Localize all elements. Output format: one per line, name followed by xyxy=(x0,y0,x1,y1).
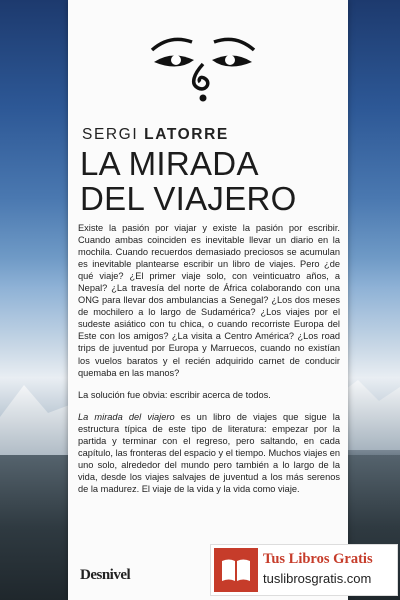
cover-panel xyxy=(68,0,348,600)
title-line-2: DEL VIAJERO xyxy=(80,180,297,217)
book-title xyxy=(80,146,297,216)
publisher-logo: Desnivel xyxy=(80,567,131,583)
title-line-1: LA MIRADA xyxy=(80,145,259,182)
synopsis-paragraph-1: Existe la pasión por viajar y existe la pasión por escribir. Cuando ambas coinciden es inevitable llevar un diario en la mochila. Cuando recuerdos demasiado preciosos se acumulan es inevitable plantearse escribir un libro de viajes. Pero ¿de qué viaje? ¿El primer viaje solo, con veinticuatro años, a Nepal? ¿La travesía del norte de África colaborando con una ONG para llevar dos ambulancias a Senegal? ¿Los dos meses de mochilero a lo largo de Sudamérica? ¿Los viajes por el sudeste asiático con tu chica, o cuando recorriste Europa del Este con los amigos? ¿La visita a Centro América? ¿Los road trips de juventud por Europa y Marruecos, cuando no existían los vuelos baratos y el recién adquirido carnet de conducir quemaba en las manos? xyxy=(78,223,340,378)
book-icon xyxy=(214,548,258,592)
synopsis-paragraph-3 xyxy=(78,411,340,495)
synopsis xyxy=(78,222,340,505)
synopsis-paragraph-3-text: es un libro de viajes que sigue la estructura típica de este tipo de literatura: empezar por la partida y terminar con el regreso, pero saltando, en cada capítulo, las fronteras del espacio y el tiempo. Muchos viajes en uno solo, alrededor del mundo pero también a lo largo de la vida, desde los viajes salvajes de juventud a los más serenos de la madurez. El viaje de la vida y la vida como viaje. xyxy=(78,411,341,494)
buddha-eyes-icon xyxy=(148,28,258,106)
synopsis-paragraph-2: La solución fue obvia: escribir acerca de todos. xyxy=(78,389,271,400)
author-first-name: SERGI xyxy=(82,126,145,143)
author-name xyxy=(82,126,229,144)
book-title-italic: La mirada del viajero xyxy=(78,411,175,422)
promo-badge[interactable] xyxy=(210,544,398,596)
author-last-name: LATORRE xyxy=(144,126,229,143)
promo-title: Tus Libros Gratis xyxy=(263,551,373,567)
promo-url[interactable]: tuslibrosgratis.com xyxy=(263,571,372,586)
